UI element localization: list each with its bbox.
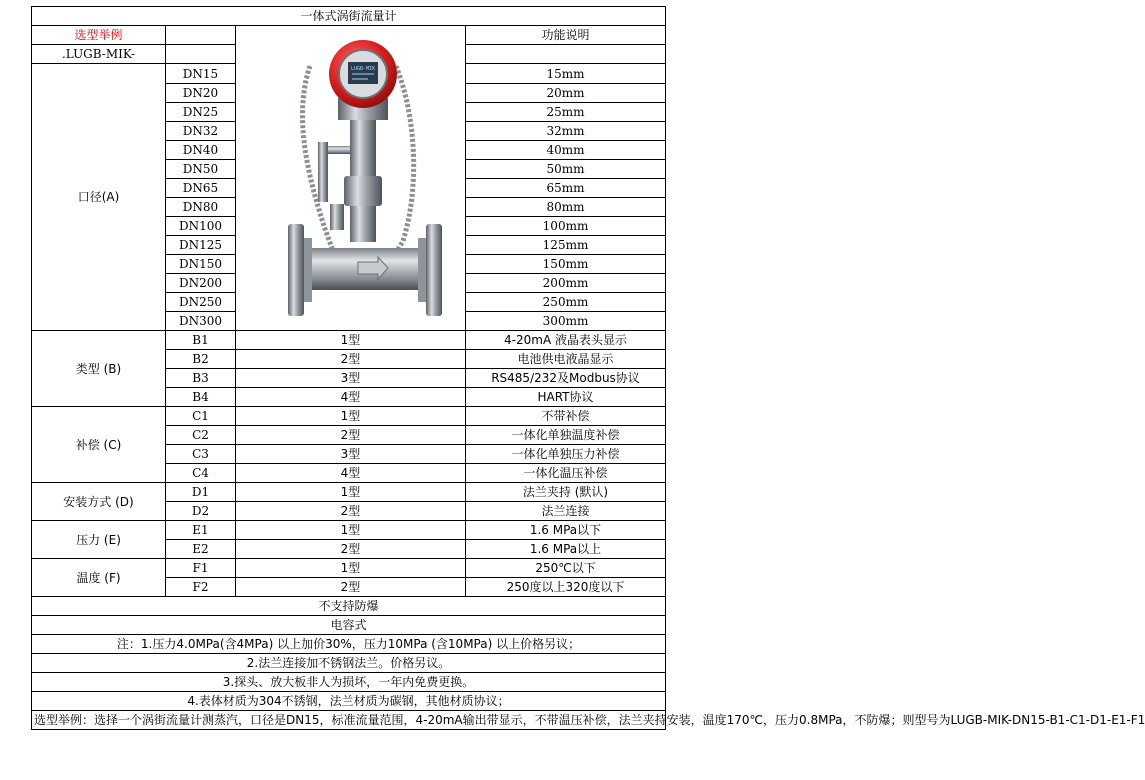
caliber-code: DN150 [166, 255, 236, 274]
option-type: 1型 [236, 559, 466, 578]
option-type: 3型 [236, 369, 466, 388]
left-flange-hub [304, 238, 312, 302]
spec-table [31, 6, 1145, 730]
example-row [32, 711, 666, 730]
caliber-size: 25mm [466, 103, 666, 122]
option-type: 2型 [236, 578, 466, 597]
caliber-code: DN80 [166, 198, 236, 217]
option-type: 1型 [236, 331, 466, 350]
caliber-code: DN250 [166, 293, 236, 312]
option-code: E1 [166, 521, 236, 540]
right-flange [426, 224, 442, 316]
option-code: B2 [166, 350, 236, 369]
sensor-row [32, 616, 666, 635]
option-description: 1.6 MPa以上 [466, 540, 666, 559]
note-row [32, 635, 666, 654]
caliber-size: 300mm [466, 312, 666, 331]
lcd-text: LUGB-MIK [350, 66, 376, 72]
option-type: 2型 [236, 502, 466, 521]
caliber-code: DN32 [166, 122, 236, 141]
function-description-label: 功能说明 [466, 26, 666, 45]
option-row [32, 331, 666, 350]
explosion-proof-note: 不支持防爆 [32, 597, 666, 616]
note-line: 注：1.压力4.0MPa(含4MPa) 以上加价30%，压力10MPa (含10MPa) 以上价格另议； [32, 635, 666, 654]
note-line: 3.探头、放大板非人为损坏，一年内免费更换。 [32, 673, 666, 692]
group-label: 安装方式 (D) [32, 483, 166, 521]
option-code: C2 [166, 426, 236, 445]
option-description: 一体化温压补偿 [466, 464, 666, 483]
option-type: 1型 [236, 483, 466, 502]
note-line: 4.表体材质为304不锈钢，法兰材质为碳钢，其他材质协议； [32, 692, 666, 711]
group-label: 类型 (B) [32, 331, 166, 407]
caliber-size: 250mm [466, 293, 666, 312]
option-type: 2型 [236, 350, 466, 369]
option-row [32, 521, 666, 540]
header-empty-cell [166, 26, 236, 45]
option-row [32, 559, 666, 578]
page-title: 一体式涡街流量计 [32, 7, 666, 26]
option-description: HART协议 [466, 388, 666, 407]
option-description: 法兰连接 [466, 502, 666, 521]
option-code: C4 [166, 464, 236, 483]
option-code: B3 [166, 369, 236, 388]
header-row [32, 26, 666, 45]
caliber-code: DN125 [166, 236, 236, 255]
option-type: 2型 [236, 540, 466, 559]
caliber-size: 150mm [466, 255, 666, 274]
option-code: F1 [166, 559, 236, 578]
note-row [32, 692, 666, 711]
valve-body [330, 204, 344, 230]
option-code: B4 [166, 388, 236, 407]
caliber-size: 125mm [466, 236, 666, 255]
caliber-code: DN50 [166, 160, 236, 179]
caliber-code: DN100 [166, 217, 236, 236]
caliber-code: DN25 [166, 103, 236, 122]
right-flange-hub [418, 238, 426, 302]
option-description: 一体化单独温度补偿 [466, 426, 666, 445]
option-type: 4型 [236, 388, 466, 407]
caliber-size: 32mm [466, 122, 666, 141]
sensor-type: 电容式 [32, 616, 666, 635]
caliber-size: 20mm [466, 84, 666, 103]
selection-example: 选型举例：选择一个涡街流量计测蒸汽，口径是DN15，标准流量范围，4-20mA输出带显示，不带温压补偿，法兰夹持安装，温度170℃，压力0.8MPa，不防爆；则型号为LUGB-MIK-DN15-B1-C1-D1-E1-F1 [32, 711, 666, 730]
title-row [32, 7, 666, 26]
option-description: 法兰夹持 (默认) [466, 483, 666, 502]
option-type: 2型 [236, 426, 466, 445]
caliber-size: 200mm [466, 274, 666, 293]
group-label: 补偿 (C) [32, 407, 166, 483]
selection-example-label: 选型举例 [32, 26, 166, 45]
option-description: RS485/232及Modbus协议 [466, 369, 666, 388]
option-code: C3 [166, 445, 236, 464]
prefix-empty-desc [466, 45, 666, 64]
option-code: B1 [166, 331, 236, 350]
group-label: 压力 (E) [32, 521, 166, 559]
option-code: D2 [166, 502, 236, 521]
note-line: 2.法兰连接加不锈钢法兰。价格另议。 [32, 654, 666, 673]
note-row [32, 654, 666, 673]
note-row [32, 673, 666, 692]
option-description: 电池供电液晶显示 [466, 350, 666, 369]
caliber-size: 15mm [466, 64, 666, 84]
option-type: 3型 [236, 445, 466, 464]
option-row [32, 407, 666, 426]
option-code: E2 [166, 540, 236, 559]
group-label: 温度 (F) [32, 559, 166, 597]
option-description: 4-20mA 液晶表头显示 [466, 331, 666, 350]
caliber-code: DN15 [166, 64, 236, 84]
caliber-size: 100mm [466, 217, 666, 236]
caliber-label: 口径(A) [32, 64, 166, 331]
pressure-tap [318, 142, 328, 202]
option-code: D1 [166, 483, 236, 502]
product-image-cell [236, 26, 466, 331]
caliber-size: 80mm [466, 198, 666, 217]
spec-sheet [31, 6, 1145, 730]
model-prefix: .LUGB-MIK- [32, 45, 166, 64]
caliber-code: DN300 [166, 312, 236, 331]
caliber-code: DN20 [166, 84, 236, 103]
caliber-code: DN200 [166, 274, 236, 293]
option-description: 250度以上320度以下 [466, 578, 666, 597]
caliber-code: DN65 [166, 179, 236, 198]
option-code: C1 [166, 407, 236, 426]
caliber-size: 50mm [466, 160, 666, 179]
option-description: 一体化单独压力补偿 [466, 445, 666, 464]
option-description: 不带补偿 [466, 407, 666, 426]
left-flange [288, 224, 304, 316]
right-hose [393, 66, 414, 258]
caliber-code: DN40 [166, 141, 236, 160]
option-description: 1.6 MPa以下 [466, 521, 666, 540]
option-description: 250℃以下 [466, 559, 666, 578]
option-row [32, 483, 666, 502]
prefix-empty-cell [166, 45, 236, 64]
option-type: 1型 [236, 407, 466, 426]
option-code: F2 [166, 578, 236, 597]
option-type: 4型 [236, 464, 466, 483]
vortex-flowmeter-image [238, 26, 468, 330]
option-type: 1型 [236, 521, 466, 540]
caliber-size: 65mm [466, 179, 666, 198]
explosion-row [32, 597, 666, 616]
sensor-block [344, 176, 382, 206]
caliber-size: 40mm [466, 141, 666, 160]
